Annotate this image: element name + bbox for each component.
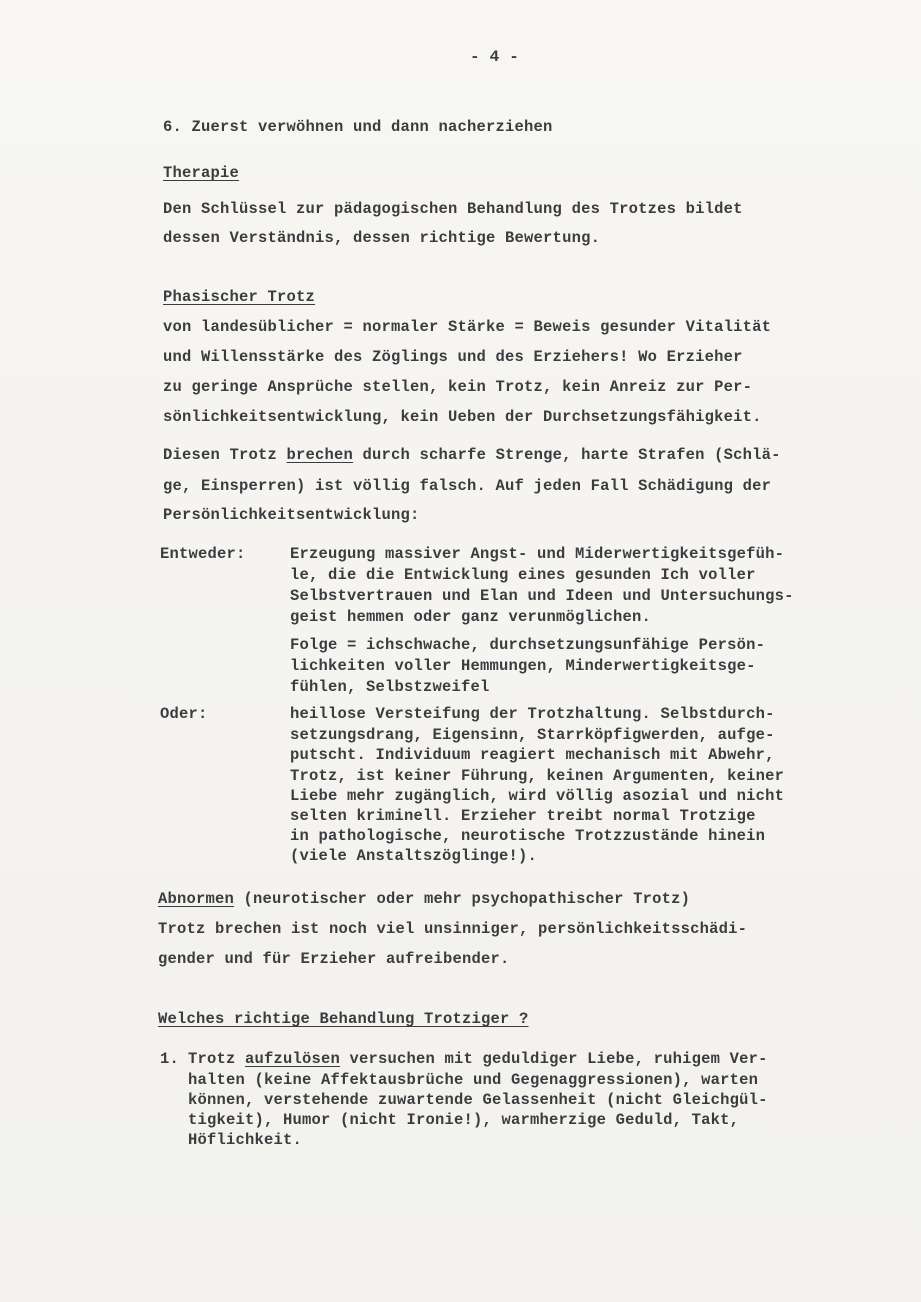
abnorm-title: Abnormen bbox=[158, 890, 235, 908]
abnorm-line-2: gender und für Erzieher aufreibender. bbox=[158, 950, 510, 968]
section-heading-6: 6. Zuerst verwöhnen und dann nacherziehen bbox=[163, 118, 553, 136]
item-1-line-5: Höflichkeit. bbox=[188, 1131, 303, 1149]
brechen-line-2: ge, Einsperren) ist völlig falsch. Auf jeden Fall Schädigung der bbox=[163, 477, 772, 495]
heading-phasischer-trotz: Phasischer Trotz bbox=[163, 288, 316, 306]
item-1-line-4: tigkeit), Humor (nicht Ironie!), warmherzige Geduld, Takt, bbox=[188, 1111, 740, 1129]
oder-line-2: setzungsdrang, Eigensinn, Starrköpfigwerden, aufge- bbox=[290, 726, 775, 744]
item-1-line-1-pre: Trotz bbox=[188, 1050, 246, 1068]
heading-therapie: Therapie bbox=[163, 164, 240, 182]
page-number: - 4 - bbox=[470, 48, 520, 66]
abnorm-heading bbox=[158, 890, 690, 908]
entweder-line-4: geist hemmen oder ganz verunmöglichen. bbox=[290, 608, 652, 626]
item-1-line-2: halten (keine Affektausbrüche und Gegenaggressionen), warten bbox=[188, 1071, 759, 1089]
folge-line-2: lichkeiten voller Hemmungen, Minderwertigkeitsge- bbox=[290, 657, 756, 675]
item-1-line-1 bbox=[188, 1050, 768, 1068]
item-1-line-1-post: versuchen mit geduldiger Liebe, ruhigem Ver- bbox=[340, 1050, 768, 1068]
phasisch-line-4: sönlichkeitsentwicklung, kein Ueben der Durchsetzungsfähigkeit. bbox=[163, 408, 762, 426]
oder-line-3: putscht. Individuum reagiert mechanisch mit Abwehr, bbox=[290, 746, 775, 764]
entweder-line-2: le, die die Entwicklung eines gesunden Ich voller bbox=[290, 566, 756, 584]
therapie-line-2: dessen Verständnis, dessen richtige Bewertung. bbox=[163, 229, 601, 247]
entweder-line-1: Erzeugung massiver Angst- und Miderwertigkeitsgefüh- bbox=[290, 545, 785, 563]
brechen-line-1-pre: Diesen Trotz bbox=[163, 446, 287, 464]
item-1-underlined: aufzulösen bbox=[245, 1050, 341, 1068]
oder-line-8: (viele Anstaltszöglinge!). bbox=[290, 847, 538, 865]
brechen-line-3: Persönlichkeitsentwicklung: bbox=[163, 506, 420, 524]
phasisch-line-3: zu geringe Ansprüche stellen, kein Trotz, kein Anreiz zur Per- bbox=[163, 378, 753, 396]
phasisch-line-1: von landesüblicher = normaler Stärke = Beweis gesunder Vitalität bbox=[163, 318, 772, 336]
oder-line-4: Trotz, ist keiner Führung, keinen Argumenten, keiner bbox=[290, 767, 785, 785]
item-1-label: 1. bbox=[160, 1050, 180, 1068]
folge-line-1: Folge = ichschwache, durchsetzungsunfähige Persön- bbox=[290, 636, 766, 654]
item-1-line-3: können, verstehende zuwartende Gelassenheit (nicht Gleichgül- bbox=[188, 1091, 768, 1109]
entweder-line-3: Selbstvertrauen und Elan und Ideen und Untersuchungs- bbox=[290, 587, 794, 605]
heading-welches: Welches richtige Behandlung Trotziger ? bbox=[158, 1010, 529, 1028]
brechen-line-1 bbox=[163, 446, 781, 464]
brechen-underlined: brechen bbox=[286, 446, 354, 464]
phasisch-line-2: und Willensstärke des Zöglings und des Erziehers! Wo Erzieher bbox=[163, 348, 743, 366]
abnorm-line-1: Trotz brechen ist noch viel unsinniger, persönlichkeitsschädi- bbox=[158, 920, 748, 938]
therapie-line-1: Den Schlüssel zur pädagogischen Behandlung des Trotzes bildet bbox=[163, 200, 743, 218]
oder-line-7: in pathologische, neurotische Trotzzustände hinein bbox=[290, 827, 766, 845]
abnorm-title-post: (neurotischer oder mehr psychopathischer Trotz) bbox=[234, 890, 691, 908]
folge-line-3: fühlen, Selbstzweifel bbox=[290, 678, 490, 696]
entweder-label: Entweder: bbox=[160, 545, 246, 563]
brechen-line-1-post: durch scharfe Strenge, harte Strafen (Schlä- bbox=[353, 446, 781, 464]
oder-line-6: selten kriminell. Erzieher treibt normal Trotzige bbox=[290, 807, 756, 825]
oder-line-1: heillose Versteifung der Trotzhaltung. Selbstdurch- bbox=[290, 705, 775, 723]
oder-label: Oder: bbox=[160, 705, 208, 723]
oder-line-5: Liebe mehr zugänglich, wird völlig asozial und nicht bbox=[290, 787, 785, 805]
